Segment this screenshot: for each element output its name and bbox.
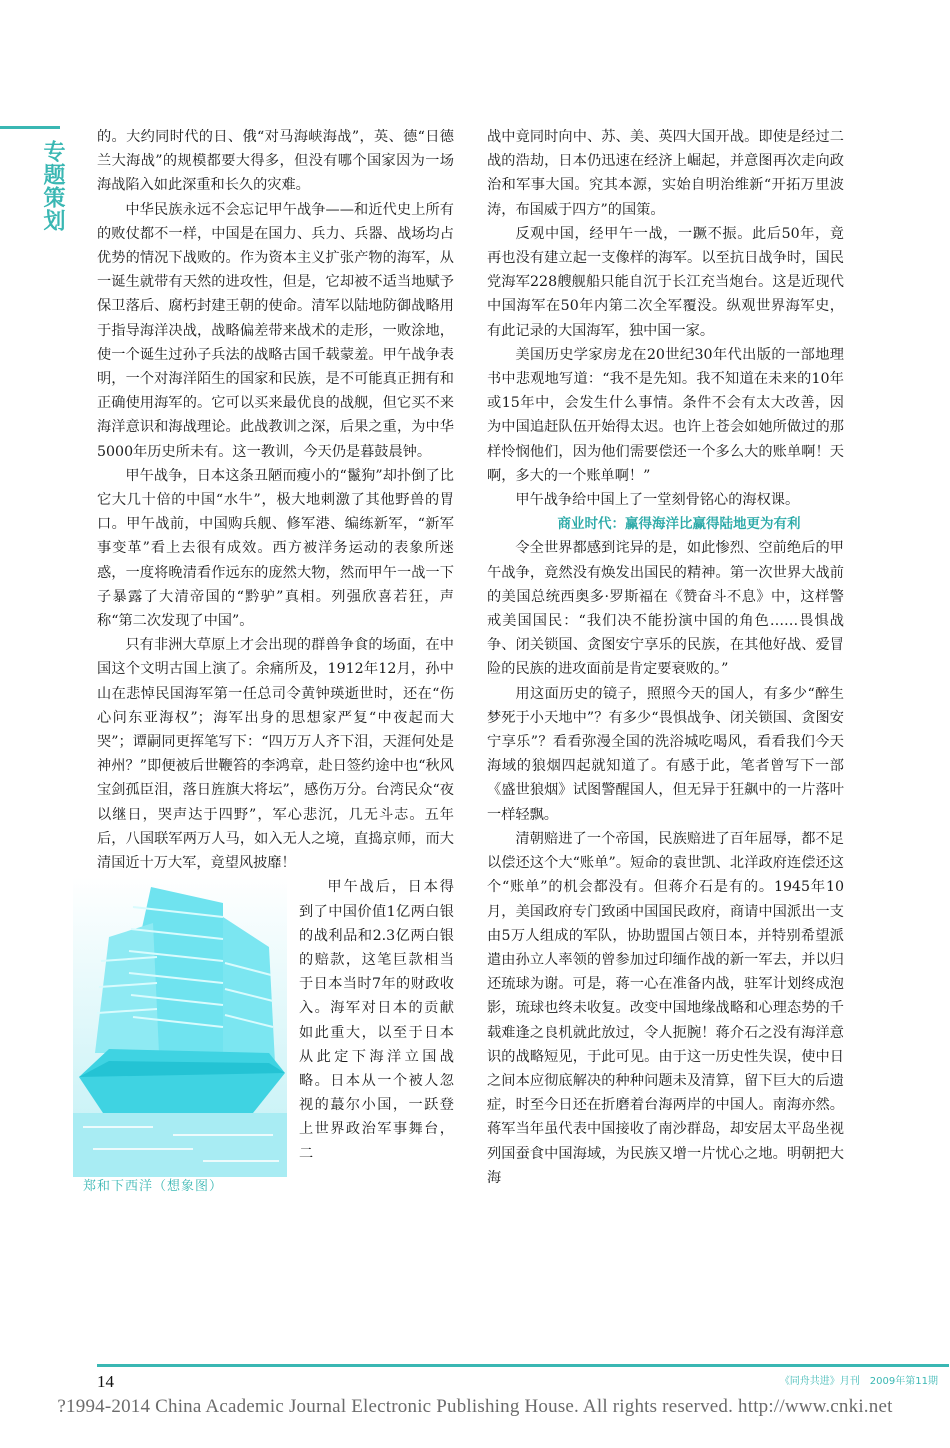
paragraph: 甲午战争给中国上了一堂刻骨铭心的海权课。 [515,492,800,509]
section-heading: 商业时代：赢得海洋比赢得陆地更为有利 [557,516,801,533]
footer-divider [97,1364,949,1367]
right-column [487,125,844,1190]
image-caption: 郑和下西洋（想象图） [83,1179,224,1195]
section-label: 专题策划 [40,140,65,232]
paragraph: 令全世界都感到诧异的是，如此惨烈、空前绝后的甲午战争，竟然没有焕发出国民的精神。第一次世界大战前的美国总统西奥多·罗斯福在《赞奋斗不息》中，这样警戒美国国民：“我们决不能扮演中国的角色……畏惧战争、闭关锁国、贪图安宁享乐的民族，在其他好战、爱冒险的民族的进攻面前是肯定要衰败的。” [487,540,844,678]
left-column [83,125,454,1195]
paragraph: 清朝赔进了一个帝国，民族赔进了百年屈辱，都不足以偿还这个大“账单”。短命的袁世凯、北洋政府连偿还这个“账单”的机会都没有。但蒋介石是有的。1945年10月，美国政府专门致函中国国民政府，商请中国派出一支由5万人组成的军队，协助盟国占领日本，并特别希望派遣由孙立人率领的曾参加过印缅作战的新一军去，并以归还琉球为谢。可是，蒋一心在准备内战，驻军计划终成泡影，琉球也终未收复。改变中国地缘战略和心理态势的千载难逢之良机就此放过，令人扼腕！蒋介石之没有海洋意识的战略短见，于此可见。由于这一历史性失误，使中日之间本应彻底解决的种种问题未及清算，留下巨大的后遗症，时至今日还在折磨着台海两岸的中国人。南海亦然。蒋军当年虽代表中国接收了南沙群岛，却安居太平岛坐视列国蚕食中国海域，为民族又增一片忧心之地。明朝把大海 [487,830,844,1186]
page-number: 14 [97,1372,114,1391]
paragraph: 的。大约同时代的日、俄“对马海峡海战”，英、德“日德兰大海战”的规模都要大得多，但没有哪个国家因为一场海战陷入如此深重和长久的灾难。 [97,129,454,194]
copyright-notice: ?1994-2014 China Academic Journal Electronic Publishing House. All rights reserved. http://www.cnki.net [57,1396,893,1417]
paragraph: 中华民族永远不会忘记甲午战争——和近代史上所有的败仗都不一样，中国是在国力、兵力、兵器、战场均占优势的情况下战败的。作为资本主义扩张产物的海军，从一诞生就带有天然的进攻性，但是，它却被不适当地赋予保卫落后、腐朽封建王朝的使命。清军以陆地防御战略用于指导海洋决战，战略偏差带来战术的走形，一败涂地，使一个诞生过孙子兵法的战略古国千载蒙羞。甲午战争表明，一个对海洋陌生的国家和民族，是不可能真正拥有和正确使用海军的。它可以买来最优良的战舰，但它买不来海洋意识和海战理论。此战教训之深，后果之重，为中华5000年历史所未有。这一教训，今天仍是暮鼓晨钟。 [97,201,454,460]
illustration-zhenghe-ship [73,877,287,1195]
paragraph: 战中竟同时向中、苏、美、英四大国开战。即使是经过二战的浩劫，日本仍迅速在经济上崛起，并意图再次走向政治和军事大国。究其本源，实始自明治维新“开拓万里波涛，布国威于四方”的国策。 [487,129,844,218]
journal-info: 《同舟共进》月刊 2009年第11期 [779,1376,938,1387]
paragraph: 用这面历史的镜子，照照今天的国人，有多少“醉生梦死于小天地中”？有多少“畏惧战争、闭关锁国、贪图安宁享乐”？看看弥漫全国的洗浴城吃喝风，看看我们今天海域的狼烟四起就知道了。有感于此，笔者曾写下一部《盛世狼烟》试图警醒国人，但无异于狂飙中的一片落叶一样轻飘。 [487,685,844,823]
sidebar-accent-line [0,126,60,129]
paragraph: 反观中国，经甲午一战，一蹶不振。此后50年，竟再也没有建立起一支像样的海军。以至抗日战争时，国民党海军228艘舰船只能自沉于长江充当炮台。这是近现代中国海军在50年内第二次全军覆没。纵观世界海军史，有此记录的大国海军，独中国一家。 [487,225,844,339]
ship-illustration [73,877,287,1177]
paragraph: 只有非洲大草原上才会出现的群兽争食的场面，在中国这个文明古国上演了。余痛所及，1912年12月，孙中山在悲悼民国海军第一任总司令黄钟瑛逝世时，还在“伤心问东亚海权”；海军出身的思想家严复“中夜起而大哭”；谭嗣同更挥笔写下：“四万万人齐下泪，天涯何处是神州？”即便被后世鞭笞的李鸿章，赴日签约途中也“秋风宝剑孤臣泪，落日旌旗大将坛”，感伤万分。台湾民众“夜以继日，哭声达于四野”，军心悲沉，几无斗志。五年后，八国联军两万人马，如入无人之境，直捣京师，而大清国近十万大军，竟望风披靡！ [97,637,454,872]
paragraph: 美国历史学家房龙在20世纪30年代出版的一部地理书中悲观地写道：“我不是先知。我不知道在未来的10年或15年中，会发生什么事情。条件不会有太大改善，因为中国追赶队伍开始得太迟。也许上苍会如她所做过的那样怜悯他们，因为他们需要偿还一个多么大的账单啊！天啊，多大的一个账单啊！” [487,346,844,484]
paragraph: 甲午战后，日本得到了中国价值1亿两白银的战利品和2.3亿两白银的赔款，这笔巨款相当于日本当时7年的财政收入。海军对日本的贡献如此重大，以至于日本从此定下海洋立国战略。日本从一个被人忽视的蕞尔小国，一跃登上世界政治军事舞台，二 [299,879,454,1162]
paragraph: 甲午战争，日本这条丑陋而瘦小的“鬣狗”却扑倒了比它大几十倍的中国“水牛”，极大地刺激了其他野兽的胃口。甲午战前，中国购兵舰、修军港、编练新军，“新军事变革”看上去很有成效。西方被洋务运动的表象所迷惑，一度将晚清看作远东的庞然大物，然而甲午一战一下子暴露了大清帝国的“黔驴”真相。列强欣喜若狂，声称“第二次发现了中国”。 [97,467,454,630]
